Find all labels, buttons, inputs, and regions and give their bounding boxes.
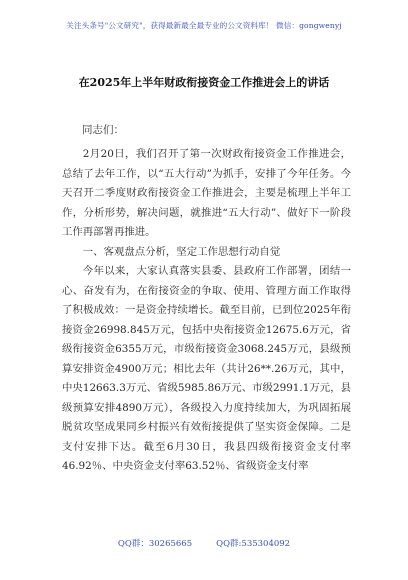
footer-qq-group-1: QQ群：30265665	[117, 539, 193, 549]
document-body	[62, 145, 351, 477]
paragraph-intro: 2月20日，我们召开了第一次财政衔接资金工作推进会，总结了去年工作，以“五大行动”为抓手，安排了今年任务。今天召开二季度财政衔接资金工作推进会，主要是梳理上半年工作，分析形势，解决问题，就推进“五大行动”、做好下一阶段工作再部署再推进。	[62, 148, 351, 238]
header-note: 关注头条号"公文研究"，获得最新最全最专业的公文资料库！ 微信：gongwenyj	[66, 21, 342, 30]
document-title: 在2025年上半年财政衔接资金工作推进会上的讲话	[78, 76, 330, 89]
paragraph-body-1: 今年以来，大家认真落实县委、县政府工作部署，团结一心、奋发有为，在衔接资金的争取、使用、管理方面工作取得了积极成效：一是资金持续增长。截至目前，已到位2025年衔接资金26998.845万元，包括中央衔接资金12675.6万元，省级衔接资金6355万元，市级衔接资金3068.245万元，县级预算安排资金4900万元；相比去年（共计26**.26万元，其中，中央12663.3万元、省级5985.86万元、市级2991.1万元，县级预算安排4890万元），各级投入力度持续加大，为巩固拓展脱贫攻坚成果同乡村振兴有效衔接提供了坚实资金保障。二是支付安排下达。截至6月30日，我县四级衔接资金支付率46.92％、中央资金支付率63.52％、省级资金支付率	[62, 265, 351, 472]
footer	[0, 537, 408, 549]
section-heading-1: 一、客观盘点分析，坚定工作思想行动自觉	[82, 245, 281, 258]
footer-qq-group-2: QQ群:535304092	[216, 539, 291, 549]
greeting: 同志们：	[82, 124, 124, 136]
